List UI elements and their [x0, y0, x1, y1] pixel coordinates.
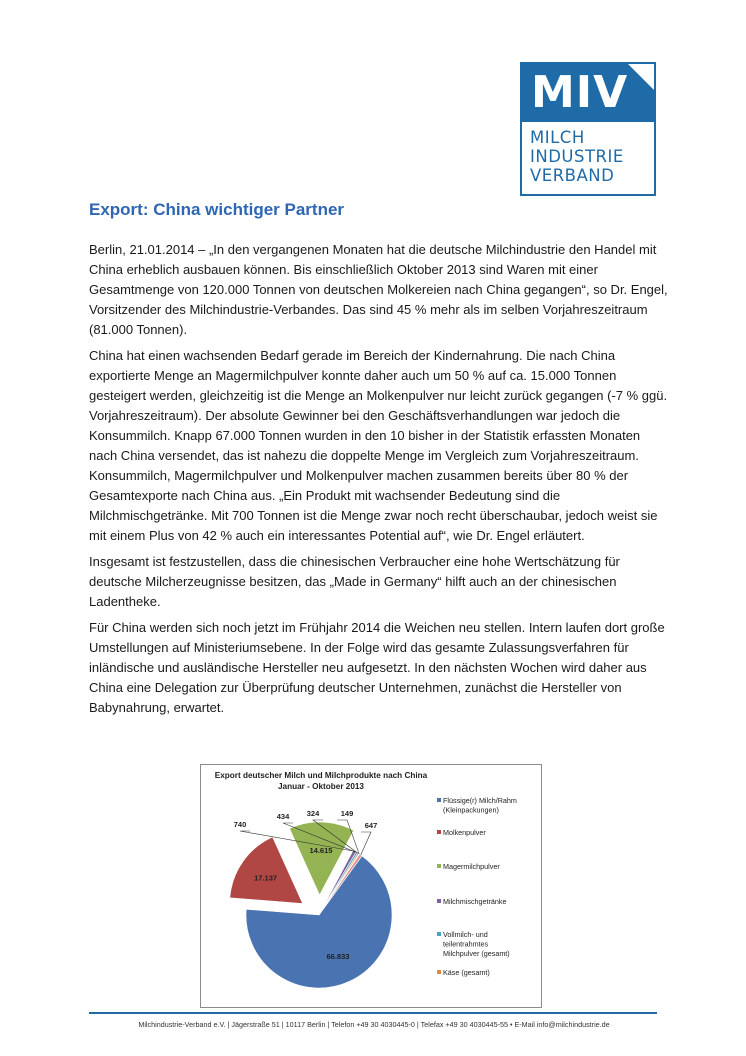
pie-leader-line-8 [361, 832, 371, 855]
logo-line-1: MILCH [530, 128, 585, 147]
footer-contact: Milchindustrie-Verband e.V. | Jägerstraße 51 | 10117 Berlin | Telefon +49 30 4030445-0 | Telefax +49 30 4030445-55 • E-Mail info@milchindustrie.de [138, 1020, 610, 1029]
logo-line-3: VERBAND [530, 166, 615, 185]
pie-data-label-2: 17.137 [254, 873, 278, 883]
legend-label-2-1: Molkenpulver [443, 828, 486, 837]
paragraph-1: Berlin, 21.01.2014 – „In den vergangenen Monaten hat die deutsche Milchindustrie den Handel mit China erheblich ausbauen können. Bis einschließlich Oktober 2013 sind Waren mit einer Gesamtmenge von 120.000 Tonnen von deutschen Molkereien nach China gegangen“, so Dr. Engel, Vorsitzender des Milchindustrie-Verbandes. Das sind 45 % mehr als im selben Vorjahreszeitraum (81.000 Tonnen). [89, 242, 668, 337]
pie-data-label-6: 324 [306, 809, 320, 818]
export-pie-chart [200, 764, 542, 1008]
pie-data-label-1: 66.833 [326, 952, 350, 962]
pie-data-label-8: 647 [364, 821, 378, 830]
logo-mark: MIV [531, 67, 629, 118]
legend-label-1-1: Flüssige(r) Milch/Rahm [443, 796, 517, 805]
pie-chart-svg [201, 765, 541, 1007]
article-title: Export: China wichtiger Partner [89, 200, 345, 219]
miv-logo [520, 62, 656, 196]
logo-line-2: INDUSTRIE [530, 147, 624, 166]
legend-swatch-5 [437, 932, 441, 936]
legend-label-1-2: (Kleinpackungen) [443, 805, 499, 815]
legend-label-4-1: Milchmischgetränke [443, 897, 507, 906]
pie-data-label-7: 149 [340, 809, 354, 818]
legend-label-5-3: Milchpulver (gesamt) [443, 949, 510, 958]
paragraph-3: Insgesamt ist festzustellen, dass die chinesischen Verbraucher eine hohe Wertschätzung für deutsche Milcherzeugnisse besitzen, das „Made in Germany“ hilft auch an der chinesischen Ladentheke. [89, 554, 620, 609]
pie-slice-2 [230, 837, 303, 904]
legend-label-5-1: Vollmilch- und [443, 930, 488, 939]
legend-label-5-2: teilentrahmtes [443, 939, 489, 949]
legend-swatch-6 [437, 970, 441, 974]
logo-wordmark [530, 128, 624, 185]
pie-data-label-5: 434 [276, 812, 290, 821]
footer-rule [89, 1012, 657, 1014]
logo-top-band [522, 64, 654, 122]
pie-data-label-4: 740 [233, 820, 247, 829]
logo-fold-corner [626, 64, 654, 92]
legend-swatch-2 [437, 830, 441, 834]
legend-swatch-3 [437, 864, 441, 868]
paragraph-2: China hat einen wachsenden Bedarf gerade im Bereich der Kindernahrung. Die nach China exportierte Menge an Magermilchpulver konnte daher auch um 50 % auf ca. 15.000 Tonnen gesteigert werden, gleichzeitig ist die Menge an Molkenpulver nur leicht zurück gegangen (-7 % ggü. Vorjahreszeitraum). Der absolute Gewinner bei den Geschäftsverhandlungen war jedoch die Konsummilch. Knapp 67.000 Tonnen wurden in den 10 bisher in der Statistik erfassten Monaten nach China versendet, das ist nahezu die doppelte Menge im Vergleich zum Vorjahreszeitraum. Konsummilch, Magermilchpulver und Molkenpulver machen zusammen bereits über 80 % der Gesamtexporte nach China aus. „Ein Produkt mit wachsender Bedeutung sind die Milchmischgetränke. Mit 700 Tonnen ist die Menge zwar noch recht überschaubar, jedoch weist sie mit einem Plus von 42 % auch ein interessantes Potential auf“, wie Dr. Engel erläutert. [89, 348, 668, 543]
legend-label-6-1: Käse (gesamt) [443, 968, 490, 977]
chart-title: Export deutscher Milch und Milchprodukte nach China [214, 771, 428, 780]
chart-legend [437, 796, 517, 977]
pie-data-label-3: 14.615 [309, 845, 333, 855]
article-body [89, 240, 669, 724]
chart-subtitle: Januar - Oktober 2013 [277, 782, 365, 791]
legend-swatch-1 [437, 798, 441, 802]
paragraph-4: Für China werden sich noch jetzt im Frühjahr 2014 die Weichen neu stellen. Intern laufen dort große Umstellungen auf Ministeriumsebene. In der Folge wird das gesamte Zulassungsverfahren für inländische und ausländische Hersteller neu aufgesetzt. In den nächsten Wochen wird daher aus China eine Delegation zur Überprüfung deutscher Unternehmen, zunächst die Hersteller von Babynahrung, erwartet. [89, 620, 665, 715]
legend-label-3-1: Magermilchpulver [443, 862, 500, 871]
legend-swatch-4 [437, 899, 441, 903]
